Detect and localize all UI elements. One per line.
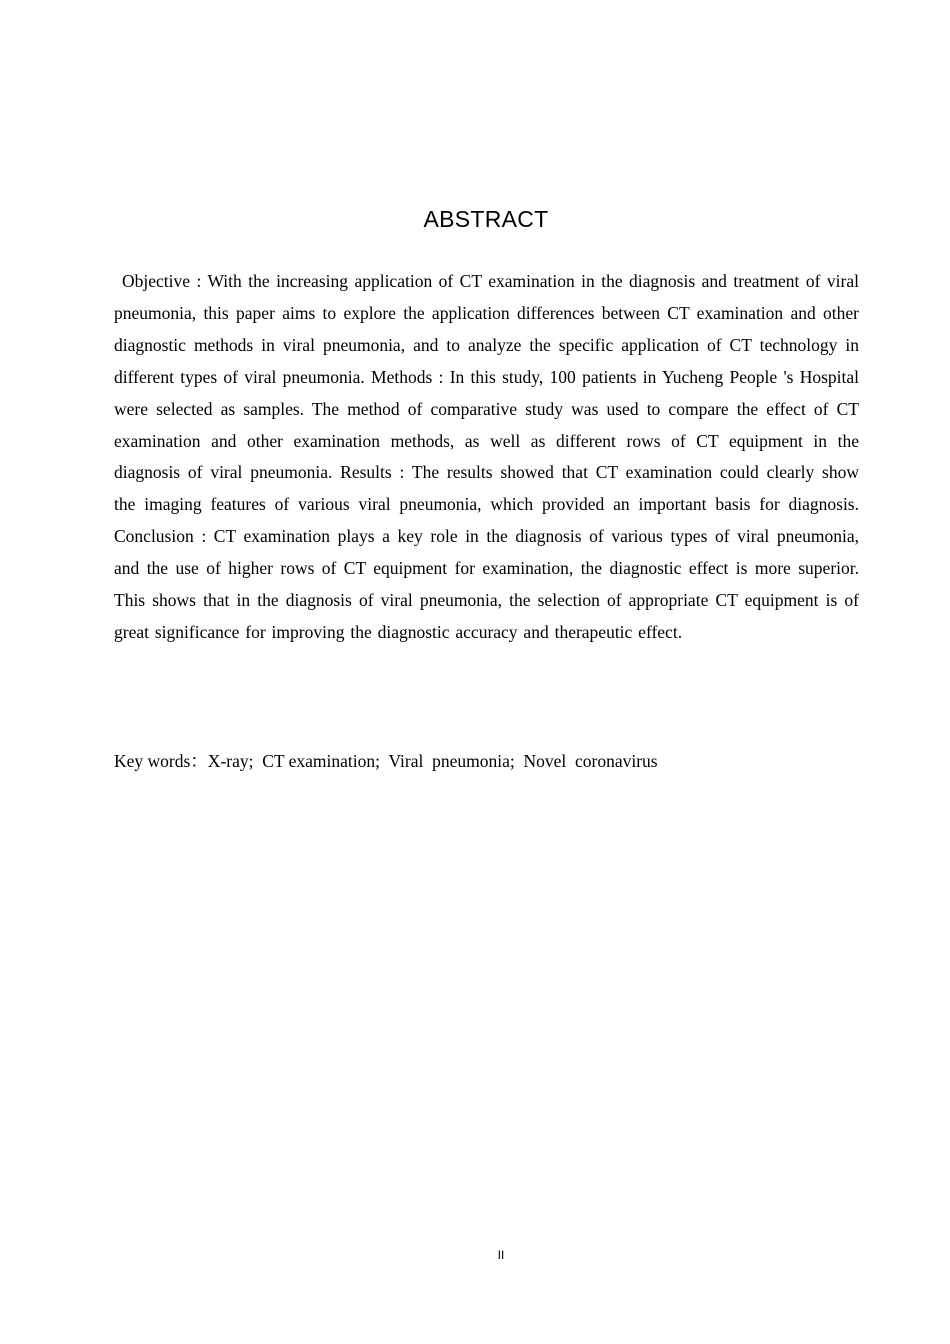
page-number: II: [497, 1248, 505, 1262]
abstract-paragraph: [114, 266, 859, 649]
page-title: ABSTRACT: [423, 206, 549, 232]
abstract-text: Objective : With the increasing application of CT examination in the diagnosis and treatment of viral pneumonia, this paper aims to explore the application differences between CT examination and other diagnostic methods in viral pneumonia, and to analyze the specific application of CT technology in different types of viral pneumonia. Methods : In this study, 100 patients in Yucheng People 's Hospital were selected as samples. The method of comparative study was used to compare the effect of CT examination and other examination methods, as well as different rows of CT equipment in the diagnosis of viral pneumonia. Results : The results showed that CT examination could clearly show the imaging features of various viral pneumonia, which provided an important basis for diagnosis. Conclusion : CT examination plays a key role in the diagnosis of various types of viral pneumonia, and the use of higher rows of CT equipment for examination, the diagnostic effect is more superior. This shows that in the diagnosis of viral pneumonia, the selection of appropriate CT equipment is of great significance for improving the diagnostic accuracy and therapeutic effect.: [114, 271, 859, 642]
keywords-line: Key words：X-ray; CT examination; Viral pneumonia; Novel coronavirus: [114, 751, 658, 771]
